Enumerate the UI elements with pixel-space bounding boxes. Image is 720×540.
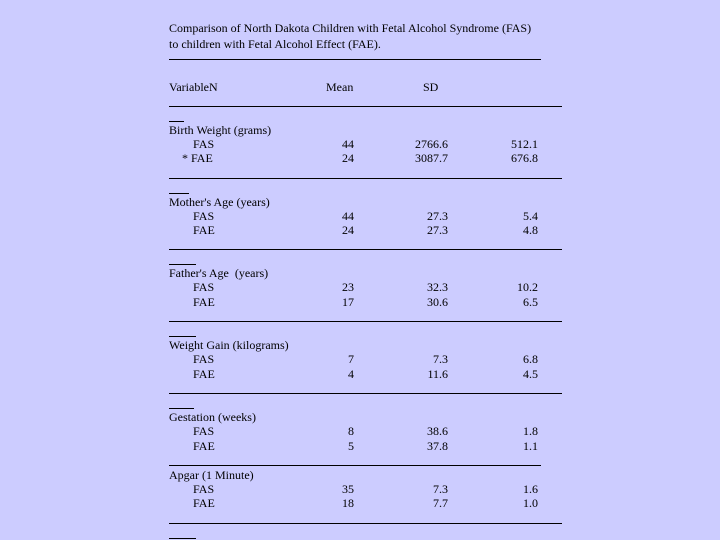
cell-sd: 10.2 (517, 280, 538, 294)
cell-sd: 4.8 (523, 223, 538, 237)
cell-mean: 2766.6 (415, 137, 448, 151)
header-rule (169, 106, 562, 107)
section-rule-stub (169, 193, 189, 194)
cell-sd: 6.8 (523, 352, 538, 366)
cell-sd: 4.5 (523, 367, 538, 381)
section-title-weight-gain: Weight Gain (kilograms) (169, 338, 289, 352)
section-title-apgar: Apgar (1 Minute) (169, 468, 254, 482)
cell-mean: 37.8 (427, 439, 448, 453)
table-title-line-2: to children with Fetal Alcohol Effect (FAE). (169, 37, 381, 51)
cell-sd: 676.8 (511, 151, 538, 165)
cell-n: 35 (342, 482, 354, 496)
cell-n: 8 (348, 424, 354, 438)
cell-sd: 1.0 (523, 496, 538, 510)
cell-sd: 1.8 (523, 424, 538, 438)
cell-n: 17 (342, 295, 354, 309)
section-rule (169, 178, 562, 179)
cell-n: 24 (342, 151, 354, 165)
cell-mean: 32.3 (427, 280, 448, 294)
row-label: FAS (193, 424, 215, 438)
cell-mean: 27.3 (427, 209, 448, 223)
row-label: FAE (193, 496, 215, 510)
row-label: FAS (193, 280, 215, 294)
section-rule (169, 523, 562, 524)
row-label: FAS (193, 137, 215, 151)
row-label: FAE (193, 367, 215, 381)
section-title-gestation: Gestation (weeks) (169, 410, 256, 424)
row-label: FAE (193, 439, 215, 453)
section-title-birth-weight: Birth Weight (grams) (169, 123, 272, 137)
cell-mean: 3087.7 (415, 151, 448, 165)
row-label: FAS (193, 352, 215, 366)
section-title-fathers-age: Father's Age (years) (169, 266, 269, 280)
section-rule (169, 249, 562, 250)
section-rule-stub (169, 336, 196, 337)
cell-n: 7 (348, 352, 354, 366)
cell-mean: 7.7 (433, 496, 448, 510)
cell-n: 18 (342, 496, 354, 510)
cell-mean: 11.6 (427, 367, 448, 381)
cell-sd: 6.5 (523, 295, 538, 309)
table-title-line-1: Comparison of North Dakota Children with Fetal Alcohol Syndrome (FAS) (169, 21, 532, 35)
section-rule (169, 321, 562, 322)
column-header-sd: SD (423, 80, 439, 94)
cell-mean: 7.3 (433, 352, 448, 366)
row-label: FAE (193, 295, 215, 309)
cell-n: 5 (348, 439, 354, 453)
column-header-mean: Mean (326, 80, 354, 94)
section-rule (169, 465, 541, 466)
cell-mean: 30.6 (427, 295, 448, 309)
cell-sd: 512.1 (511, 137, 538, 151)
cell-mean: 7.3 (433, 482, 448, 496)
cell-sd: 1.1 (523, 439, 538, 453)
section-rule-stub (169, 408, 194, 409)
cell-sd: 1.6 (523, 482, 538, 496)
cell-n: 23 (342, 280, 354, 294)
cell-n: 4 (348, 367, 354, 381)
section-rule-stub (169, 264, 196, 265)
cell-n: 24 (342, 223, 354, 237)
cell-n: 44 (342, 209, 354, 223)
column-header-variable: VariableN (169, 80, 218, 94)
cell-n: 44 (342, 137, 354, 151)
row-label: FAS (193, 209, 215, 223)
header-rule-stub (169, 121, 184, 122)
section-rule-stub (169, 538, 196, 539)
cell-sd: 5.4 (523, 209, 538, 223)
cell-mean: 38.6 (427, 424, 448, 438)
section-title-mothers-age: Mother's Age (years) (169, 195, 270, 209)
row-label: * FAE (182, 151, 213, 165)
section-rule (169, 393, 562, 394)
row-label: FAE (193, 223, 215, 237)
title-rule (169, 59, 541, 60)
cell-mean: 27.3 (427, 223, 448, 237)
row-label: FAS (193, 482, 215, 496)
